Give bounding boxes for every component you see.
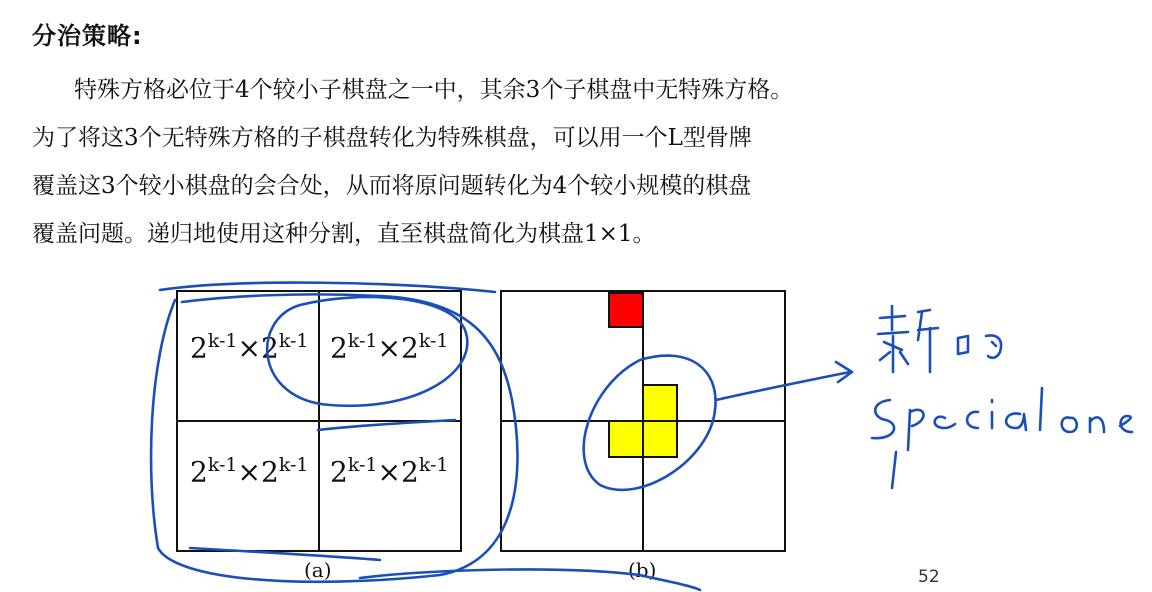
subboard-label-bottom-left: $2^{k-1}\times 2^{k-1}$ [190, 454, 309, 489]
divider-horizontal [178, 420, 460, 422]
l-tromino-tile [642, 420, 678, 458]
figure-a-caption: (a) [304, 558, 332, 582]
l-tromino-tile [642, 384, 678, 422]
paragraph-line: 覆盖这3个较小棋盘的会合处，从而将原问题转化为4个较小规模的棋盘 [32, 173, 752, 199]
page-number: 52 [918, 567, 940, 587]
subboard-label-bottom-right: $2^{k-1}\times 2^{k-1}$ [330, 454, 449, 489]
ink-char-de [958, 336, 1001, 358]
paragraph-line: 覆盖问题。递归地使用这种分割，直至棋盘简化为棋盘1×1。 [32, 221, 656, 247]
ink-word-one [1062, 416, 1132, 432]
chessboard-b [500, 290, 786, 552]
special-square [608, 292, 644, 328]
chessboard-a [176, 290, 462, 552]
ink-vertical-stroke [892, 452, 896, 488]
ink-char-xin [878, 306, 938, 372]
ink-bottom-sweep [190, 548, 700, 590]
body-paragraph [32, 66, 1032, 258]
subboard-label-top-right: $2^{k-1}\times 2^{k-1}$ [330, 330, 449, 365]
paragraph-line: 为了将这3个无特殊方格的子棋盘转化为特殊棋盘，可以用一个L型骨牌 [32, 125, 752, 151]
section-heading: 分治策略: [32, 22, 143, 50]
l-tromino-tile [608, 420, 644, 458]
paragraph-line: 特殊方格必位于4个较小子棋盘之一中，其余3个子棋盘中无特殊方格。 [74, 77, 794, 103]
ink-arrow-head [836, 362, 852, 382]
figure-b-caption: (b) [628, 558, 657, 582]
subboard-label-top-left: $2^{k-1}\times 2^{k-1}$ [190, 330, 309, 365]
ink-word-special [872, 388, 1042, 450]
